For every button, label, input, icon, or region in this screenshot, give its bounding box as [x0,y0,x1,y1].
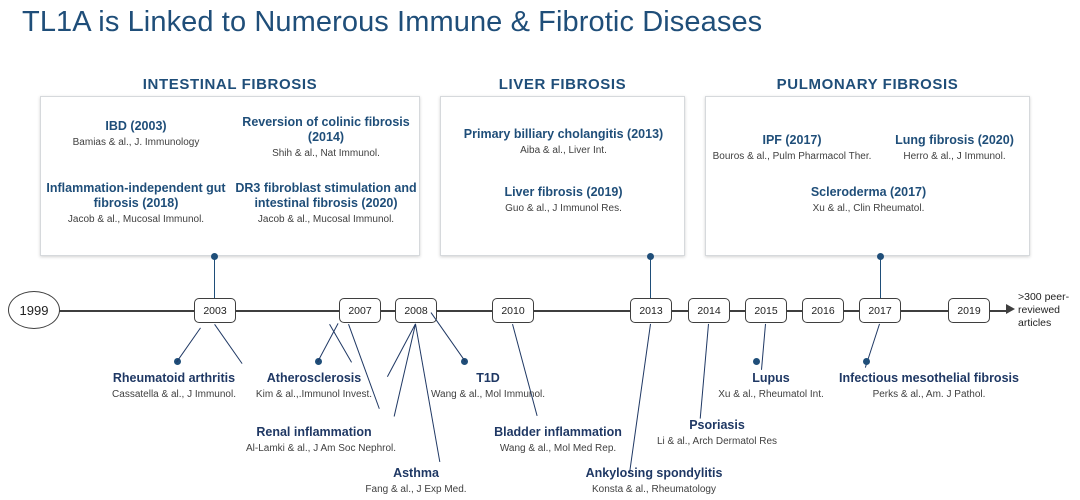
callout-citation: Perks & al., Am. J Pathol. [872,389,986,400]
timeline-year-2003[interactable]: 2003 [194,298,236,323]
entry-title: Scleroderma (2017) [810,185,927,199]
entry-title: Reversion of colinic fibrosis (2014) [242,115,410,144]
callout-citation: Cassatella & al., J Immunol. [112,389,236,400]
connector-dot-pulmonary [877,253,884,260]
leader-dot-lupus [753,358,760,365]
callout-psoriasis [652,418,782,448]
callout-title: T1D [476,371,500,385]
timeline-year-2010[interactable]: 2010 [492,298,534,323]
leader-lupus [761,324,766,370]
entry-dr3-fibroblast-2020 [231,181,421,226]
timeline-endnote: >300 peer-reviewed articles [1018,291,1070,329]
callout-renal-inflammation [246,425,397,455]
callout-citation: Kim & al.,.Immunol Invest. [255,389,373,400]
callout-title: Infectious mesothelial fibrosis [839,371,1019,385]
callout-citation: Konsta & al., Rheumatology [592,484,716,495]
entry-pbc-2013 [441,127,686,157]
timeline-year-2017[interactable]: 2017 [859,298,901,323]
connector-panel-pulmonary [880,256,881,301]
connector-dot-intestinal [211,253,218,260]
section-header-liver-fibrosis: LIVER FIBROSIS [498,76,627,93]
entry-liver-fibrosis-2019 [441,185,686,215]
section-header-intestinal-fibrosis: INTESTINAL FIBROSIS [142,76,318,93]
callout-citation: Li & al., Arch Dermatol Res [656,436,778,447]
entry-citation: Shih & al., Nat Immunol. [272,148,380,159]
leader-atherosclerosis [317,323,339,363]
callout-title: Renal inflammation [256,425,372,439]
callout-atherosclerosis [246,371,382,401]
timeline-year-2014[interactable]: 2014 [688,298,730,323]
entry-citation: Bouros & al., Pulm Pharmacol Ther. [712,151,872,162]
callout-t1d [423,371,553,401]
leader-dot-infectious [863,358,870,365]
entry-lung-fibrosis-2020 [878,133,1031,163]
entry-citation: Jacob & al., Mucosal Immunol. [67,214,205,225]
callout-title: Ankylosing spondylitis [585,466,723,480]
panel-pulmonary-fibrosis [705,96,1030,256]
entry-citation: Aiba & al., Liver Int. [520,145,607,156]
entry-title: IBD (2003) [105,119,167,133]
callout-title: Psoriasis [689,418,745,432]
leader-ankylosing-spondylitis [629,324,651,473]
callout-title: Asthma [393,466,439,480]
callout-rheumatoid-arthritis [106,371,242,401]
entry-scleroderma-2017 [746,185,991,215]
entry-gut-fibrosis-2018 [41,181,231,226]
callout-asthma [351,466,481,496]
callout-ankylosing-spondylitis [574,466,734,496]
callout-title: Atherosclerosis [266,371,362,385]
entry-citation: Herro & al., J Immunol. [903,151,1006,162]
leader-renal-inflammation-3 [393,324,416,417]
callout-citation: Al-Lamki & al., J Am Soc Nephrol. [246,443,397,454]
callout-title: Bladder inflammation [494,425,622,439]
callout-citation: Wang & al., Mol Med Rep. [499,443,617,454]
callout-citation: Fang & al., J Exp Med. [365,484,467,495]
timeline-year-2007[interactable]: 2007 [339,298,381,323]
entry-ipf-2017 [706,133,878,163]
timeline-start-year: 1999 [8,291,60,329]
entry-citation: Guo & al., J Immunol Res. [505,203,622,214]
callout-lupus [712,371,830,401]
entry-title: DR3 fibroblast stimulation and intestinal fibrosis (2020) [235,181,417,210]
page-title: TL1A is Linked to Numerous Immune & Fibrotic Diseases [22,6,763,38]
leader-rheumatoid-arthritis [214,324,243,364]
callout-infectious-mesothelial-fibrosis [838,371,1020,401]
section-header-pulmonary-fibrosis: PULMONARY FIBROSIS [776,76,959,93]
entry-title: Liver fibrosis (2019) [504,185,623,199]
connector-panel-liver [650,256,651,301]
timeline-year-2013[interactable]: 2013 [630,298,672,323]
entry-title: Inflammation-independent gut fibrosis (2018) [46,181,226,210]
leader2-rheumatoid-arthritis [176,328,201,363]
panel-liver-fibrosis [440,96,685,256]
entry-citation: Bamias & al., J. Immunology [72,137,200,148]
timeline-arrow-icon [1006,304,1015,314]
entry-citation: Jacob & al., Mucosal Immunol. [257,214,395,225]
leader-atherosclerosis-2 [387,323,416,377]
entry-title: IPF (2017) [762,133,822,147]
leader-t1d [431,312,467,362]
entry-title: Lung fibrosis (2020) [895,133,1014,147]
timeline-year-2019[interactable]: 2019 [948,298,990,323]
panel-intestinal-fibrosis [40,96,420,256]
timeline-year-2008[interactable]: 2008 [395,298,437,323]
leader-renal-inflammation [329,324,352,363]
entry-colonic-fibrosis-2014 [231,115,421,160]
leader-psoriasis [699,324,709,419]
callout-citation: Wang & al., Mol Immunol. [430,389,546,400]
timeline-year-2016[interactable]: 2016 [802,298,844,323]
entry-title: Primary billiary cholangitis (2013) [463,127,664,141]
callout-title: Lupus [752,371,790,385]
callout-bladder-inflammation [484,425,632,455]
callout-title: Rheumatoid arthritis [112,371,236,385]
connector-panel-intestinal [214,256,215,301]
entry-citation: Xu & al., Clin Rheumatol. [812,203,925,214]
timeline-year-2015[interactable]: 2015 [745,298,787,323]
callout-citation: Xu & al., Rheumatol Int. [718,389,824,400]
entry-ibd-2003 [41,119,231,149]
connector-dot-liver [647,253,654,260]
